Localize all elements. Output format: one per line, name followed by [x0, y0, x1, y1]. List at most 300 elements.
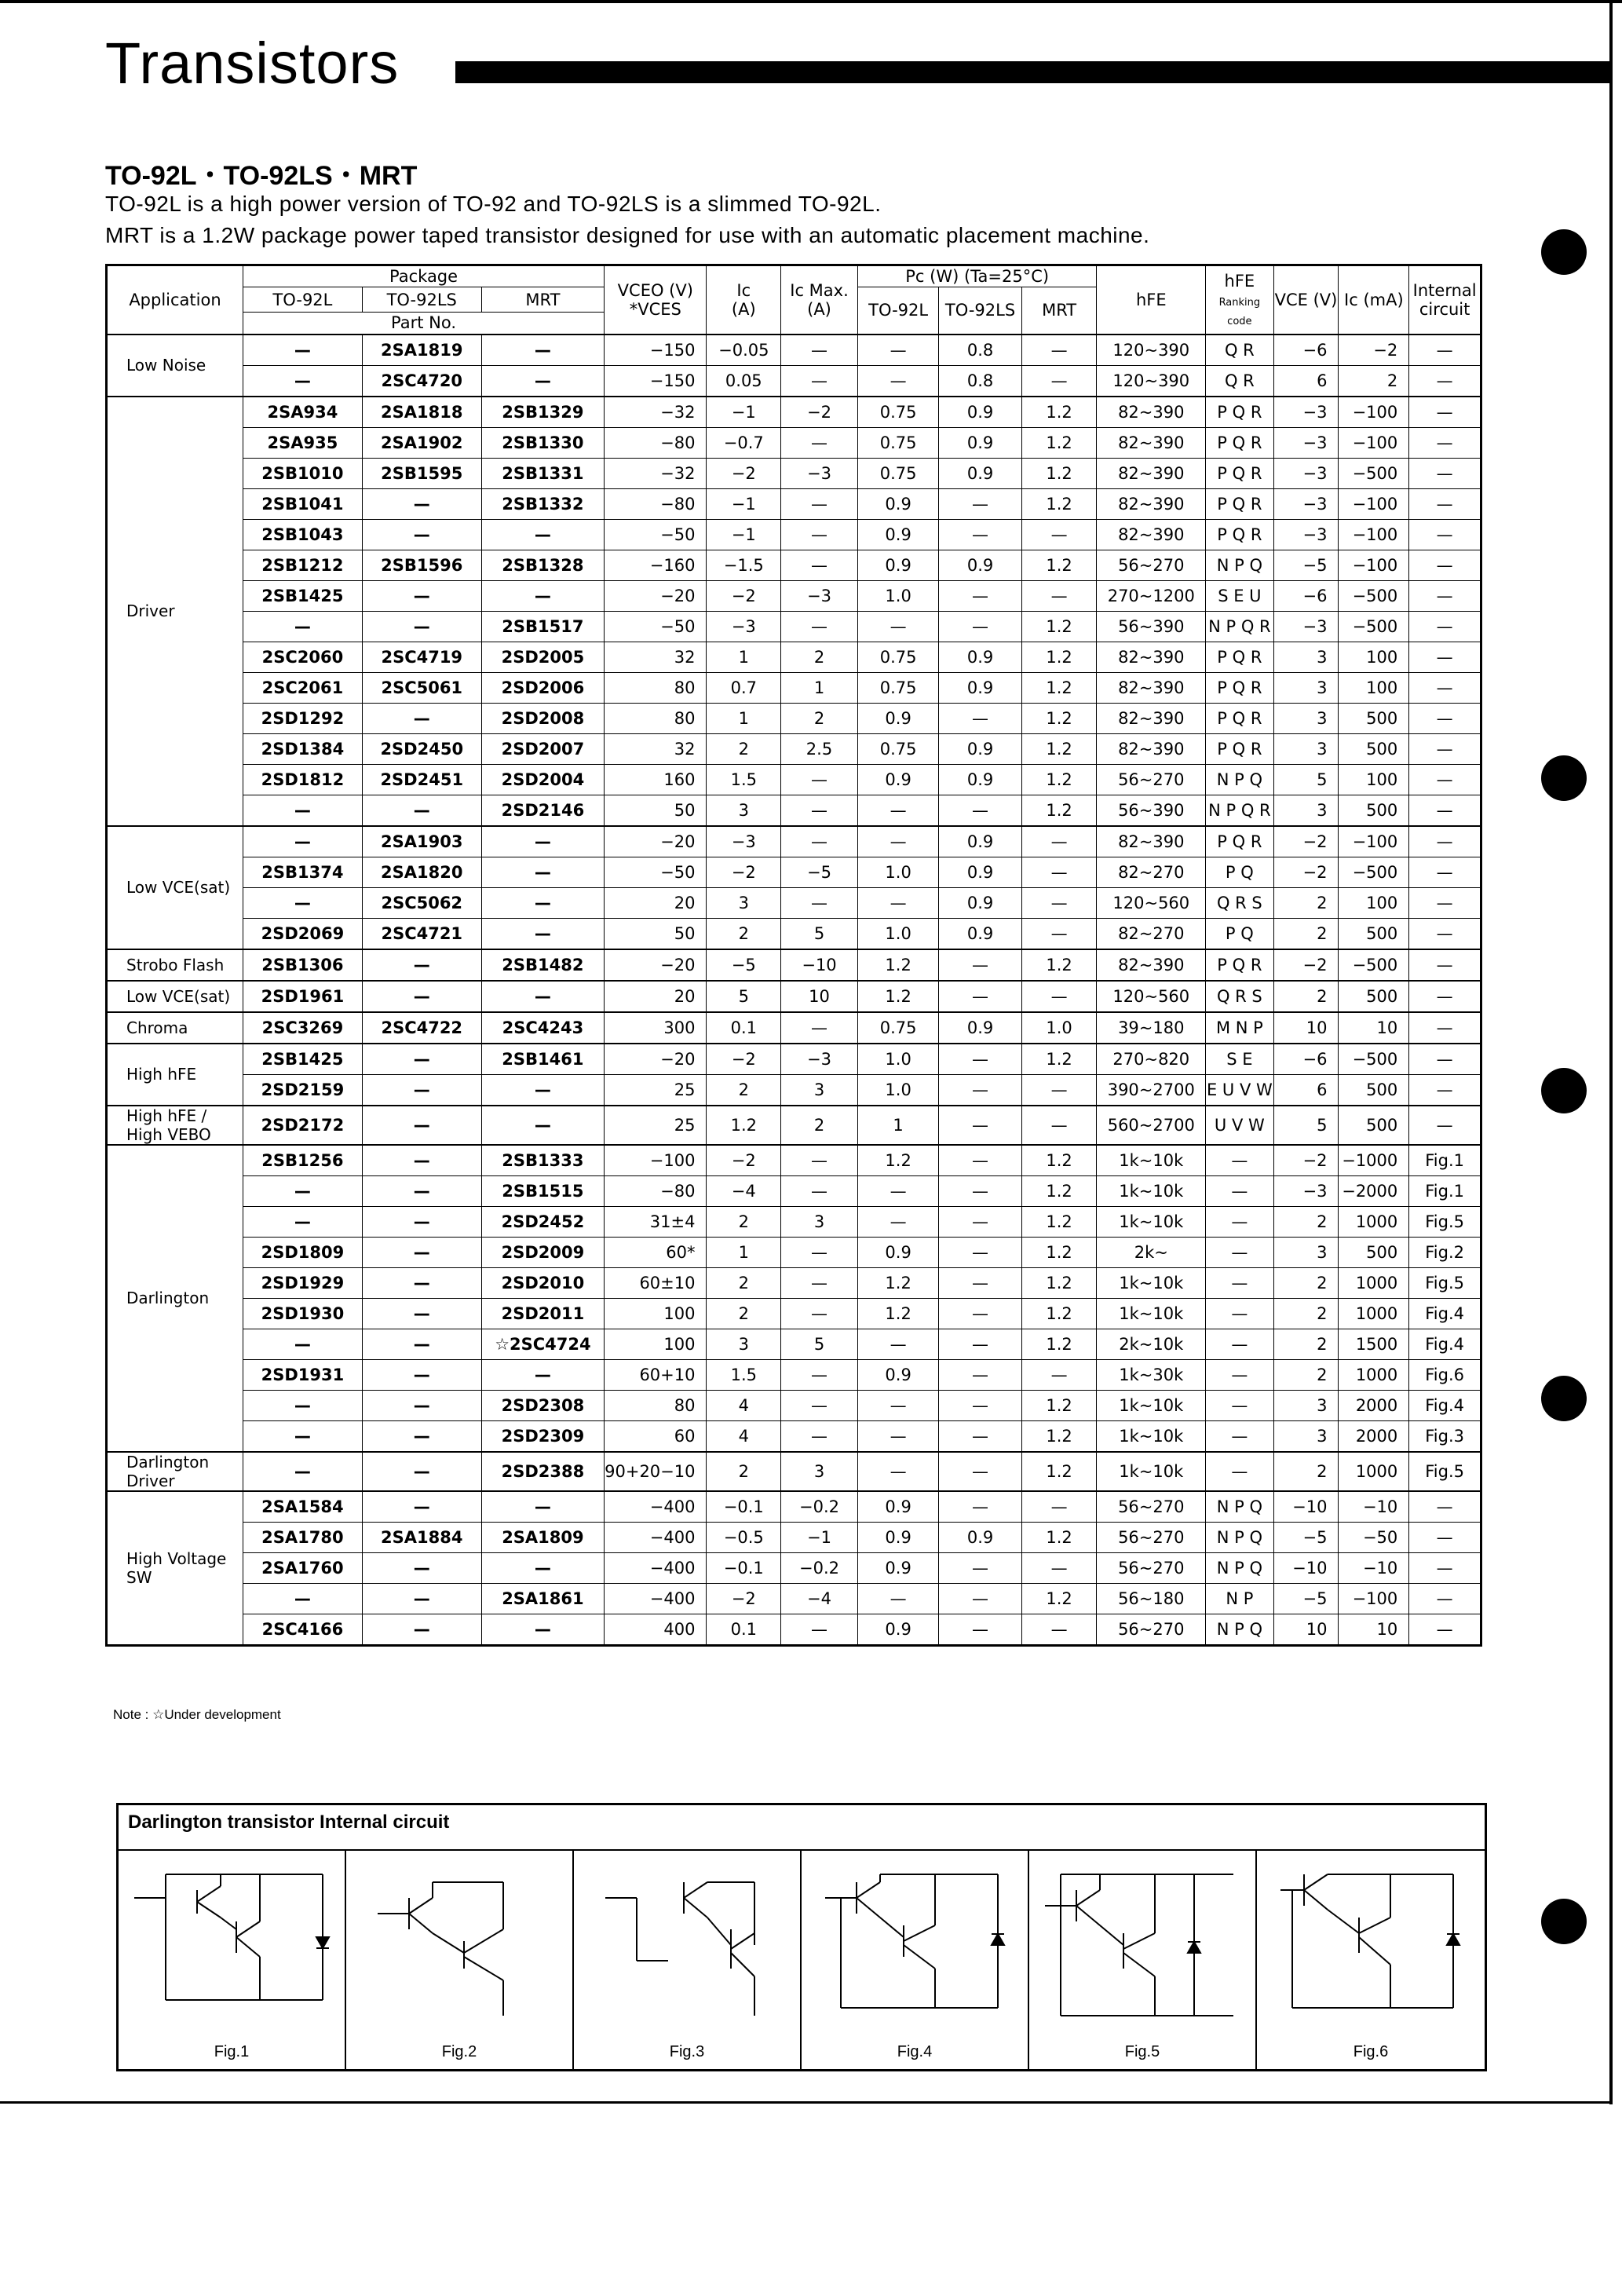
- hfe-cell: 82~390: [1097, 488, 1206, 519]
- vceo-cell: 50: [605, 795, 707, 826]
- vce-cell: 3: [1273, 703, 1339, 733]
- vce-cell: 10: [1273, 1012, 1339, 1044]
- table-row: [107, 1583, 1481, 1614]
- mrt-cell: —: [481, 365, 604, 397]
- ic-ma-cell: 10: [1339, 1012, 1409, 1044]
- ic-ma-cell: −100: [1339, 519, 1409, 550]
- rank-cell: P Q R: [1206, 488, 1273, 519]
- ic-cell: 2: [707, 1206, 781, 1237]
- icmax-cell: 10: [781, 981, 858, 1012]
- ic-cell: −2: [707, 458, 781, 488]
- table-row: [107, 795, 1481, 826]
- table-row: [107, 1522, 1481, 1552]
- pc-to92ls-cell: 0.9: [939, 458, 1022, 488]
- ic-cell: 1.2: [707, 1106, 781, 1145]
- rank-cell: P Q R: [1206, 427, 1273, 458]
- rank-cell: N P Q: [1206, 550, 1273, 580]
- ic-ma-cell: 2000: [1339, 1390, 1409, 1420]
- icmax-cell: —: [781, 1267, 858, 1298]
- ic-cell: 2: [707, 733, 781, 764]
- icmax-cell: −5: [781, 857, 858, 887]
- hfe-cell: 1k~10k: [1097, 1145, 1206, 1176]
- rank-cell: —: [1206, 1175, 1273, 1206]
- icmax-cell: 3: [781, 1452, 858, 1491]
- icmax-cell: —: [781, 1390, 858, 1420]
- mrt-cell: 2SB1330: [481, 427, 604, 458]
- icmax-cell: 3: [781, 1074, 858, 1106]
- mrt-cell: 2SA1861: [481, 1583, 604, 1614]
- table-row: [107, 365, 1481, 397]
- vceo-cell: −50: [605, 519, 707, 550]
- circuit-cell: —: [1409, 1491, 1481, 1523]
- ic-cell: −2: [707, 857, 781, 887]
- vceo-cell: 60: [605, 1420, 707, 1452]
- pc-to92l-cell: 1.2: [857, 1267, 938, 1298]
- pc-to92ls-cell: —: [939, 1359, 1022, 1390]
- to92ls-cell: 2SC4719: [362, 642, 481, 672]
- to92l-cell: 2SD1809: [243, 1237, 362, 1267]
- pc-to92ls-cell: 0.9: [939, 764, 1022, 795]
- to92l-cell: —: [243, 1175, 362, 1206]
- vce-cell: −2: [1273, 857, 1339, 887]
- circuit-cell: —: [1409, 458, 1481, 488]
- pc-to92ls-cell: —: [939, 1552, 1022, 1583]
- rank-cell: P Q R: [1206, 642, 1273, 672]
- header-mrt: MRT: [481, 287, 604, 313]
- ic-ma-cell: −100: [1339, 397, 1409, 428]
- header-ic-label: Ic: [736, 280, 751, 300]
- application-cell: Low VCE(sat): [107, 826, 243, 949]
- to92ls-cell: 2SC5061: [362, 672, 481, 703]
- pc-mrt-cell: 1.2: [1021, 458, 1097, 488]
- vce-cell: −3: [1273, 1175, 1339, 1206]
- to92ls-cell: —: [362, 1298, 481, 1329]
- circuit-cell: —: [1409, 733, 1481, 764]
- pc-mrt-cell: 1.2: [1021, 733, 1097, 764]
- icmax-cell: —: [781, 1145, 858, 1176]
- pc-to92ls-cell: —: [939, 488, 1022, 519]
- ic-ma-cell: 100: [1339, 887, 1409, 918]
- pc-to92l-cell: 0.9: [857, 1491, 938, 1523]
- rank-cell: P Q R: [1206, 733, 1273, 764]
- pc-mrt-cell: 1.2: [1021, 1175, 1097, 1206]
- ic-cell: −1: [707, 488, 781, 519]
- mrt-cell: 2SB1333: [481, 1145, 604, 1176]
- ic-cell: −0.5: [707, 1522, 781, 1552]
- table-row: [107, 918, 1481, 949]
- top-border: [0, 0, 1622, 3]
- ic-cell: 3: [707, 887, 781, 918]
- to92ls-cell: —: [362, 1359, 481, 1390]
- table-row: [107, 981, 1481, 1012]
- ic-cell: −0.7: [707, 427, 781, 458]
- table-row: [107, 550, 1481, 580]
- rank-cell: —: [1206, 1359, 1273, 1390]
- rank-cell: N P Q: [1206, 764, 1273, 795]
- mrt-cell: ☆2SC4724: [481, 1329, 604, 1359]
- header-partno: Part No.: [243, 313, 604, 335]
- icmax-cell: 5: [781, 1329, 858, 1359]
- vceo-cell: 50: [605, 918, 707, 949]
- pc-to92l-cell: 1.0: [857, 580, 938, 611]
- pc-mrt-cell: 1.2: [1021, 1390, 1097, 1420]
- hfe-cell: 1k~10k: [1097, 1267, 1206, 1298]
- mrt-cell: 2SB1331: [481, 458, 604, 488]
- to92l-cell: 2SD2069: [243, 918, 362, 949]
- pc-to92ls-cell: —: [939, 981, 1022, 1012]
- pc-mrt-cell: 1.2: [1021, 611, 1097, 642]
- mrt-cell: 2SD2388: [481, 1452, 604, 1491]
- pc-to92l-cell: 1.2: [857, 1298, 938, 1329]
- vce-cell: 2: [1273, 1267, 1339, 1298]
- vceo-cell: 60*: [605, 1237, 707, 1267]
- to92l-cell: 2SB1212: [243, 550, 362, 580]
- circuit-schematic: [346, 1851, 572, 2039]
- vceo-cell: 60±10: [605, 1267, 707, 1298]
- mrt-cell: 2SD2011: [481, 1298, 604, 1329]
- vceo-cell: 20: [605, 981, 707, 1012]
- vceo-cell: 20: [605, 887, 707, 918]
- vce-cell: 3: [1273, 642, 1339, 672]
- to92ls-cell: —: [362, 949, 481, 981]
- mrt-cell: 2SD2008: [481, 703, 604, 733]
- circuit-cell: —: [1409, 887, 1481, 918]
- mrt-cell: 2SB1461: [481, 1044, 604, 1075]
- pc-mrt-cell: —: [1021, 1359, 1097, 1390]
- ic-cell: 2: [707, 1074, 781, 1106]
- vce-cell: 2: [1273, 981, 1339, 1012]
- ic-cell: 1: [707, 642, 781, 672]
- vce-cell: 2: [1273, 887, 1339, 918]
- to92l-cell: —: [243, 611, 362, 642]
- pc-to92l-cell: —: [857, 1420, 938, 1452]
- to92l-cell: 2SC4166: [243, 1614, 362, 1645]
- bottom-border: [0, 2101, 1613, 2104]
- rank-cell: —: [1206, 1145, 1273, 1176]
- ic-ma-cell: 100: [1339, 642, 1409, 672]
- pc-mrt-cell: 1.2: [1021, 1522, 1097, 1552]
- hfe-cell: 1k~10k: [1097, 1452, 1206, 1491]
- hfe-cell: 82~390: [1097, 519, 1206, 550]
- mrt-cell: 2SD2146: [481, 795, 604, 826]
- to92ls-cell: —: [362, 1145, 481, 1176]
- mrt-cell: 2SD2005: [481, 642, 604, 672]
- pc-to92ls-cell: —: [939, 1206, 1022, 1237]
- ic-ma-cell: 100: [1339, 764, 1409, 795]
- ic-cell: 5: [707, 981, 781, 1012]
- icmax-cell: —: [781, 1237, 858, 1267]
- hfe-cell: 2k~10k: [1097, 1329, 1206, 1359]
- pc-mrt-cell: —: [1021, 365, 1097, 397]
- rank-cell: P Q R: [1206, 519, 1273, 550]
- circuit-cell: Fig.5: [1409, 1206, 1481, 1237]
- pc-to92ls-cell: —: [939, 1106, 1022, 1145]
- pc-to92l-cell: —: [857, 887, 938, 918]
- pc-mrt-cell: 1.2: [1021, 1583, 1097, 1614]
- header-icmax-unit: (A): [807, 299, 831, 319]
- to92l-cell: 2SD2159: [243, 1074, 362, 1106]
- vceo-cell: −400: [605, 1583, 707, 1614]
- hfe-cell: 82~270: [1097, 918, 1206, 949]
- pc-to92ls-cell: —: [939, 795, 1022, 826]
- to92ls-cell: —: [362, 519, 481, 550]
- figure-6: [1257, 1851, 1485, 2069]
- hfe-cell: 1k~10k: [1097, 1175, 1206, 1206]
- ic-ma-cell: 500: [1339, 981, 1409, 1012]
- table-row: [107, 1044, 1481, 1075]
- pc-mrt-cell: 1.2: [1021, 1420, 1097, 1452]
- circuit-cell: —: [1409, 703, 1481, 733]
- vce-cell: 3: [1273, 1420, 1339, 1452]
- header-hfe: hFE: [1097, 265, 1206, 335]
- rank-cell: —: [1206, 1420, 1273, 1452]
- pc-to92ls-cell: —: [939, 1390, 1022, 1420]
- rank-cell: P Q R: [1206, 826, 1273, 857]
- hfe-cell: 2k~: [1097, 1237, 1206, 1267]
- table-row: [107, 1267, 1481, 1298]
- ic-cell: 1: [707, 1237, 781, 1267]
- icmax-cell: —: [781, 1298, 858, 1329]
- to92l-cell: 2SB1425: [243, 580, 362, 611]
- pc-mrt-cell: 1.2: [1021, 1298, 1097, 1329]
- ic-ma-cell: −500: [1339, 857, 1409, 887]
- rank-cell: E U V W: [1206, 1074, 1273, 1106]
- pc-to92ls-cell: 0.9: [939, 826, 1022, 857]
- figure-5: [1029, 1851, 1257, 2069]
- pc-to92l-cell: —: [857, 795, 938, 826]
- header-pc-mrt: MRT: [1021, 287, 1097, 335]
- icmax-cell: —: [781, 488, 858, 519]
- to92l-cell: 2SB1374: [243, 857, 362, 887]
- table-row: [107, 1298, 1481, 1329]
- to92ls-cell: 2SA1819: [362, 335, 481, 366]
- to92ls-cell: 2SC5062: [362, 887, 481, 918]
- to92ls-cell: —: [362, 1106, 481, 1145]
- vce-cell: 3: [1273, 733, 1339, 764]
- ic-cell: 4: [707, 1420, 781, 1452]
- ic-cell: −2: [707, 580, 781, 611]
- icmax-cell: −3: [781, 580, 858, 611]
- vceo-cell: −50: [605, 611, 707, 642]
- vce-cell: −3: [1273, 427, 1339, 458]
- vce-cell: 2: [1273, 1206, 1339, 1237]
- icmax-cell: 2.5: [781, 733, 858, 764]
- ic-cell: −5: [707, 949, 781, 981]
- icmax-cell: −0.2: [781, 1552, 858, 1583]
- table-row: [107, 887, 1481, 918]
- to92ls-cell: 2SD2450: [362, 733, 481, 764]
- mrt-cell: 2SD2004: [481, 764, 604, 795]
- figure-label: Fig.6: [1353, 2043, 1389, 2060]
- circuit-cell: —: [1409, 1552, 1481, 1583]
- hfe-cell: 56~390: [1097, 795, 1206, 826]
- to92l-cell: 2SB1306: [243, 949, 362, 981]
- vce-cell: −6: [1273, 335, 1339, 366]
- hfe-cell: 560~2700: [1097, 1106, 1206, 1145]
- hfe-cell: 56~270: [1097, 1522, 1206, 1552]
- to92l-cell: 2SA1780: [243, 1522, 362, 1552]
- mrt-cell: —: [481, 887, 604, 918]
- icmax-cell: —: [781, 1420, 858, 1452]
- ic-cell: −0.05: [707, 335, 781, 366]
- hfe-cell: 56~390: [1097, 611, 1206, 642]
- rank-cell: —: [1206, 1390, 1273, 1420]
- to92ls-cell: —: [362, 1390, 481, 1420]
- circuit-cell: —: [1409, 550, 1481, 580]
- pc-to92ls-cell: —: [939, 1298, 1022, 1329]
- to92l-cell: —: [243, 1452, 362, 1491]
- ic-ma-cell: −100: [1339, 550, 1409, 580]
- pc-mrt-cell: 1.2: [1021, 672, 1097, 703]
- pc-mrt-cell: 1.2: [1021, 764, 1097, 795]
- ic-ma-cell: −500: [1339, 611, 1409, 642]
- pc-to92l-cell: —: [857, 365, 938, 397]
- ic-ma-cell: −100: [1339, 1583, 1409, 1614]
- to92l-cell: 2SD1812: [243, 764, 362, 795]
- ic-ma-cell: −500: [1339, 1044, 1409, 1075]
- mrt-cell: 2SD2006: [481, 672, 604, 703]
- vce-cell: 5: [1273, 1106, 1339, 1145]
- pc-mrt-cell: 1.2: [1021, 1329, 1097, 1359]
- ic-cell: 1.5: [707, 764, 781, 795]
- vce-cell: 3: [1273, 1237, 1339, 1267]
- hfe-cell: 82~390: [1097, 397, 1206, 428]
- pc-to92l-cell: —: [857, 1452, 938, 1491]
- table-row: [107, 1012, 1481, 1044]
- pc-to92ls-cell: —: [939, 580, 1022, 611]
- pc-to92l-cell: 1.2: [857, 981, 938, 1012]
- to92ls-cell: 2SA1902: [362, 427, 481, 458]
- pc-to92l-cell: 0.75: [857, 642, 938, 672]
- rank-cell: N P Q: [1206, 1491, 1273, 1523]
- mrt-cell: 2SB1515: [481, 1175, 604, 1206]
- ic-ma-cell: 500: [1339, 733, 1409, 764]
- to92ls-cell: 2SC4720: [362, 365, 481, 397]
- to92l-cell: 2SD2172: [243, 1106, 362, 1145]
- description-line-2: MRT is a 1.2W package power taped transistor designed for use with an automatic placement machine.: [105, 223, 1150, 247]
- ic-ma-cell: 100: [1339, 672, 1409, 703]
- pc-to92l-cell: 0.9: [857, 519, 938, 550]
- vce-cell: 6: [1273, 1074, 1339, 1106]
- binder-hole: [1541, 229, 1587, 275]
- pc-mrt-cell: 1.2: [1021, 642, 1097, 672]
- pc-mrt-cell: 1.2: [1021, 1206, 1097, 1237]
- to92l-cell: —: [243, 826, 362, 857]
- figure-label: Fig.3: [669, 2043, 705, 2060]
- circuit-cell: —: [1409, 1074, 1481, 1106]
- to92ls-cell: —: [362, 1206, 481, 1237]
- vce-cell: 2: [1273, 918, 1339, 949]
- pc-to92l-cell: 0.9: [857, 764, 938, 795]
- to92l-cell: 2SD1930: [243, 1298, 362, 1329]
- table-row: [107, 519, 1481, 550]
- rank-cell: N P Q R: [1206, 611, 1273, 642]
- icmax-cell: 3: [781, 1206, 858, 1237]
- pc-mrt-cell: —: [1021, 519, 1097, 550]
- application-cell: Darlington Driver: [107, 1452, 243, 1491]
- rank-cell: —: [1206, 1329, 1273, 1359]
- mrt-cell: 2SB1329: [481, 397, 604, 428]
- hfe-cell: 1k~30k: [1097, 1359, 1206, 1390]
- vce-cell: −3: [1273, 519, 1339, 550]
- ic-ma-cell: 1500: [1339, 1329, 1409, 1359]
- pc-to92l-cell: 0.9: [857, 703, 938, 733]
- mrt-cell: 2SB1517: [481, 611, 604, 642]
- icmax-cell: —: [781, 365, 858, 397]
- hfe-cell: 1k~10k: [1097, 1298, 1206, 1329]
- rank-cell: P Q: [1206, 918, 1273, 949]
- vce-cell: −6: [1273, 1044, 1339, 1075]
- table-row: [107, 611, 1481, 642]
- table-row: [107, 1206, 1481, 1237]
- rank-cell: —: [1206, 1267, 1273, 1298]
- hfe-cell: 56~270: [1097, 1491, 1206, 1523]
- rank-cell: N P: [1206, 1583, 1273, 1614]
- to92ls-cell: —: [362, 1491, 481, 1523]
- binder-hole: [1541, 1899, 1587, 1944]
- mrt-cell: 2SD2309: [481, 1420, 604, 1452]
- circuit-cell: —: [1409, 335, 1481, 366]
- mrt-cell: 2SB1332: [481, 488, 604, 519]
- pc-to92ls-cell: —: [939, 949, 1022, 981]
- icmax-cell: 2: [781, 1106, 858, 1145]
- hfe-cell: 56~270: [1097, 1552, 1206, 1583]
- pc-to92ls-cell: 0.9: [939, 672, 1022, 703]
- to92l-cell: 2SC2060: [243, 642, 362, 672]
- vceo-cell: 80: [605, 703, 707, 733]
- to92l-cell: —: [243, 365, 362, 397]
- pc-to92ls-cell: 0.9: [939, 397, 1022, 428]
- table-row: [107, 1237, 1481, 1267]
- icmax-cell: —: [781, 1614, 858, 1645]
- header-vces-label: *VCES: [629, 299, 681, 319]
- to92l-cell: 2SD1292: [243, 703, 362, 733]
- table-row: [107, 1491, 1481, 1523]
- table-row: [107, 1145, 1481, 1176]
- hfe-cell: 120~560: [1097, 981, 1206, 1012]
- vceo-cell: −100: [605, 1145, 707, 1176]
- pc-mrt-cell: —: [1021, 1074, 1097, 1106]
- icmax-cell: —: [781, 1175, 858, 1206]
- pc-to92l-cell: 1.0: [857, 918, 938, 949]
- pc-to92l-cell: 0.9: [857, 1552, 938, 1583]
- hfe-cell: 82~390: [1097, 642, 1206, 672]
- to92ls-cell: —: [362, 1552, 481, 1583]
- pc-to92l-cell: 0.9: [857, 1614, 938, 1645]
- circuit-cell: —: [1409, 1044, 1481, 1075]
- ic-cell: 0.05: [707, 365, 781, 397]
- rank-cell: P Q R: [1206, 458, 1273, 488]
- mrt-cell: —: [481, 1106, 604, 1145]
- figure-2: [346, 1851, 574, 2069]
- header-package: Package: [243, 265, 604, 287]
- to92l-cell: 2SB1010: [243, 458, 362, 488]
- ic-cell: 0.1: [707, 1012, 781, 1044]
- rank-cell: P Q R: [1206, 672, 1273, 703]
- mrt-cell: 2SB1328: [481, 550, 604, 580]
- ic-ma-cell: 1000: [1339, 1359, 1409, 1390]
- vceo-cell: −400: [605, 1552, 707, 1583]
- icmax-cell: 5: [781, 918, 858, 949]
- header-ic: [707, 265, 781, 335]
- vce-cell: 10: [1273, 1614, 1339, 1645]
- circuit-cell: Fig.1: [1409, 1175, 1481, 1206]
- table-row: [107, 397, 1481, 428]
- to92l-cell: 2SD1929: [243, 1267, 362, 1298]
- mrt-cell: —: [481, 826, 604, 857]
- hfe-cell: 82~390: [1097, 672, 1206, 703]
- ic-cell: 2: [707, 1298, 781, 1329]
